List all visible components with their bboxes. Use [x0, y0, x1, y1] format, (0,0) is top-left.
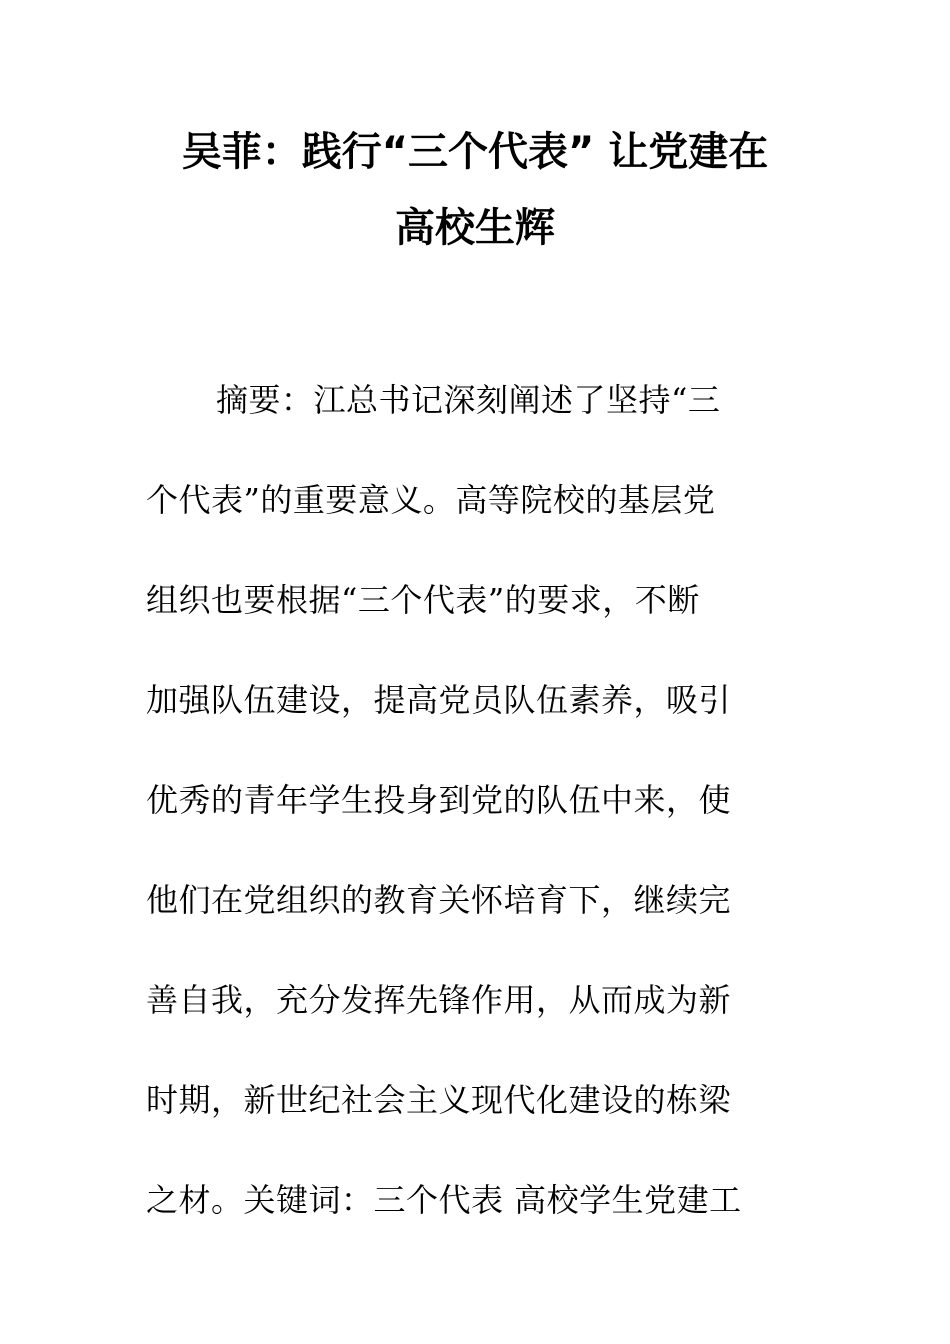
document-title-line-1: 吴菲：践行“三个代表” 让党建在 [181, 129, 769, 175]
abstract-line-9: 之材。关键词：三个代表 高校学生党建工 [146, 1181, 742, 1219]
abstract-line-5: 优秀的青年学生投身到党的队伍中来，使 [146, 781, 732, 819]
abstract-line-8: 时期，新世纪社会主义现代化建设的栋梁 [146, 1081, 732, 1119]
abstract-line-6: 他们在党组织的教育关怀培育下，继续完 [146, 881, 732, 919]
abstract-line-3: 组织也要根据“三个代表”的要求，不断 [146, 581, 700, 619]
abstract-line-1: 摘要：江总书记深刻阐述了坚持“三 [216, 381, 721, 419]
document-title-line-2: 高校生辉 [395, 205, 555, 251]
abstract-line-7: 善自我，充分发挥先锋作用，从而成为新 [146, 981, 732, 1019]
abstract-line-4: 加强队伍建设，提高党员队伍素养，吸引 [146, 681, 732, 719]
abstract-line-2: 个代表”的重要意义。高等院校的基层党 [146, 481, 716, 519]
